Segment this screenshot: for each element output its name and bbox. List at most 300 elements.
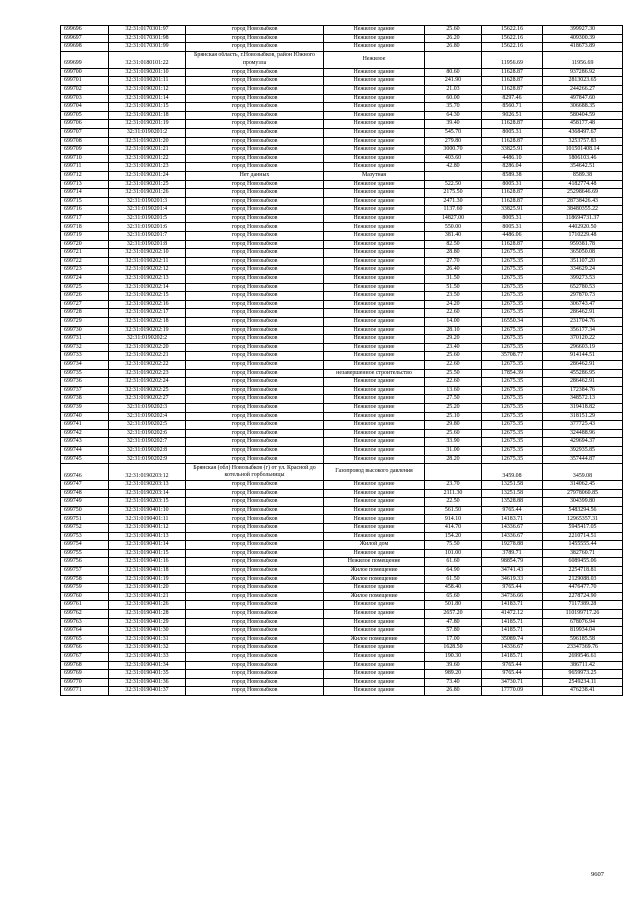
cadastral-value-cell: 314062.45 [543, 481, 623, 490]
cadastral-number-cell: 32:31:0190401:15 [109, 549, 186, 558]
cadastral-number-cell: 32:31:0190202:22 [109, 360, 186, 369]
address-cell: город Новозыбков [186, 26, 324, 35]
area-cell: 22.60 [425, 360, 482, 369]
cadastral-number-cell: 32:31:0190201:15 [109, 103, 186, 112]
row-number-cell: 699743 [61, 438, 109, 447]
cadastral-number-cell: 32:31:0190201:7 [109, 232, 186, 241]
row-number-cell: 699702 [61, 85, 109, 94]
row-number-cell: 699716 [61, 206, 109, 215]
row-number-cell: 699714 [61, 189, 109, 198]
object-type-cell: Нежилое здание [324, 515, 425, 524]
table-row [61, 309, 623, 318]
object-type-cell: Нежилое здание [324, 103, 425, 112]
specific-value-cell: 11628.87 [482, 197, 543, 206]
object-type-cell: Газопровод высокого давления [324, 464, 425, 481]
area-cell: 39.40 [425, 120, 482, 129]
area-cell: 26.80 [425, 43, 482, 52]
cadastral-number-cell: 32:31:0190201:5 [109, 214, 186, 223]
object-type-cell: Нежилое здание [324, 292, 425, 301]
table-row [61, 378, 623, 387]
table-row [61, 128, 623, 137]
address-cell: город Новозыбков [186, 85, 324, 94]
cadastral-value-cell: 5945417.05 [543, 524, 623, 533]
object-type-cell: Нежилое здание [324, 610, 425, 619]
cadastral-number-cell: 32:31:0190401:20 [109, 584, 186, 593]
row-number-cell: 699726 [61, 292, 109, 301]
object-type-cell: Нежилое здание [324, 678, 425, 687]
cadastral-number-cell: 32:31:0190201:2 [109, 128, 186, 137]
address-cell: город Новозыбков [186, 326, 324, 335]
object-type-cell: Нежилое здание [324, 163, 425, 172]
cadastral-number-cell: 32:31:0190203:13 [109, 481, 186, 490]
address-cell: город Новозыбков [186, 360, 324, 369]
cadastral-number-cell: 32:31:0190202:13 [109, 275, 186, 284]
object-type-cell: Нежилое помещение [324, 558, 425, 567]
row-number-cell: 699715 [61, 197, 109, 206]
specific-value-cell: 12675.35 [482, 335, 543, 344]
cadastral-value-cell: 296603.19 [543, 343, 623, 352]
specific-value-cell: 14336.67 [482, 532, 543, 541]
row-number-cell: 699737 [61, 386, 109, 395]
specific-value-cell: 33825.91 [482, 146, 543, 155]
area-cell: 27.50 [425, 395, 482, 404]
address-cell: город Новозыбков [186, 524, 324, 533]
area-cell: 80.60 [425, 68, 482, 77]
cadastral-value-cell: 382760.71 [543, 549, 623, 558]
cadastral-value-cell: 38480355.22 [543, 206, 623, 215]
area-cell: 26.40 [425, 266, 482, 275]
object-type-cell: Нежилое [324, 51, 425, 68]
object-type-cell: Мазутная [324, 171, 425, 180]
area-cell: 28.80 [425, 249, 482, 258]
object-type-cell: Нежилое здание [324, 489, 425, 498]
row-number-cell: 699739 [61, 403, 109, 412]
object-type-cell: Нежилое здание [324, 335, 425, 344]
address-cell: город Новозыбков [186, 77, 324, 86]
object-type-cell: Нежилое здание [324, 26, 425, 35]
object-type-cell: Нежилое здание [324, 438, 425, 447]
cadastral-value-cell: 914144.51 [543, 352, 623, 361]
cadastral-value-cell: 348572.13 [543, 395, 623, 404]
row-number-cell: 699700 [61, 68, 109, 77]
row-number-cell: 699707 [61, 128, 109, 137]
object-type-cell: Нежилое здание [324, 506, 425, 515]
table-row [61, 584, 623, 593]
table-row [61, 618, 623, 627]
area-cell: 25.20 [425, 403, 482, 412]
cadastral-number-cell: 32:31:0190202:24 [109, 378, 186, 387]
row-number-cell: 699724 [61, 275, 109, 284]
table-row [61, 77, 623, 86]
row-number-cell: 699705 [61, 111, 109, 120]
object-type-cell: Нежилое здание [324, 94, 425, 103]
area-cell: 64.90 [425, 567, 482, 576]
object-type-cell: незавершенное строительство [324, 369, 425, 378]
object-type-cell: Нежилое здание [324, 68, 425, 77]
specific-value-cell: 8005.31 [482, 214, 543, 223]
object-type-cell: Нежилое здание [324, 249, 425, 258]
row-number-cell: 699745 [61, 455, 109, 464]
specific-value-cell: 19278.88 [482, 541, 543, 550]
area-cell: 1628.50 [425, 644, 482, 653]
address-cell: город Новозыбков [186, 369, 324, 378]
specific-value-cell: 8560.71 [482, 103, 543, 112]
table-row [61, 532, 623, 541]
address-cell: город Новозыбков [186, 146, 324, 155]
cadastral-value-cell: 678076.94 [543, 618, 623, 627]
specific-value-cell: 13251.58 [482, 489, 543, 498]
specific-value-cell: 3459.08 [482, 464, 543, 481]
row-number-cell: 699731 [61, 335, 109, 344]
specific-value-cell: 12675.35 [482, 403, 543, 412]
cadastral-number-cell: 32:31:0190401:33 [109, 652, 186, 661]
cadastral-number-cell: 32:31:0190201:22 [109, 154, 186, 163]
cadastral-number-cell: 32:31:0190201:12 [109, 85, 186, 94]
area-cell: 23.50 [425, 292, 482, 301]
address-cell: город Новозыбков [186, 68, 324, 77]
table-row [61, 489, 623, 498]
object-type-cell: Нежилое здание [324, 120, 425, 129]
specific-value-cell: 13251.58 [482, 481, 543, 490]
specific-value-cell: 15622.16 [482, 43, 543, 52]
address-cell: город Новозыбков [186, 592, 324, 601]
specific-value-cell: 12675.35 [482, 412, 543, 421]
address-cell: город Новозыбков [186, 403, 324, 412]
cadastral-number-cell: 32:31:0190201:19 [109, 120, 186, 129]
table-row [61, 111, 623, 120]
cadastral-number-cell: 32:31:0190202:25 [109, 386, 186, 395]
object-type-cell: Нежилое здание [324, 395, 425, 404]
cadastral-number-cell: 32:31:0190401:28 [109, 610, 186, 619]
cadastral-number-cell: 32:31:0190202:16 [109, 300, 186, 309]
area-cell: 25.10 [425, 412, 482, 421]
specific-value-cell: 9765.44 [482, 670, 543, 679]
row-number-cell: 699767 [61, 652, 109, 661]
row-number-cell: 699746 [61, 464, 109, 481]
row-number-cell: 699722 [61, 257, 109, 266]
area-cell: 28.10 [425, 326, 482, 335]
area-cell: 29.80 [425, 421, 482, 430]
specific-value-cell: 35708.77 [482, 352, 543, 361]
cadastral-value-cell: 377725.43 [543, 421, 623, 430]
address-cell: город Новозыбков [186, 661, 324, 670]
row-number-cell: 699704 [61, 103, 109, 112]
address-cell: город Новозыбков [186, 214, 324, 223]
specific-value-cell: 9765.44 [482, 506, 543, 515]
table-row [61, 652, 623, 661]
object-type-cell: Нежилое здание [324, 309, 425, 318]
specific-value-cell: 11628.87 [482, 120, 543, 129]
specific-value-cell: 11628.87 [482, 77, 543, 86]
table-row [61, 421, 623, 430]
table-row [61, 197, 623, 206]
specific-value-cell: 12675.35 [482, 275, 543, 284]
table-row [61, 403, 623, 412]
row-number-cell: 699718 [61, 223, 109, 232]
cadastral-number-cell: 32:31:0190401:36 [109, 678, 186, 687]
address-cell: город Новозыбков [186, 34, 324, 43]
cadastral-number-cell: 32:31:0190201:6 [109, 223, 186, 232]
cadastral-number-cell: 32:31:0190201:4 [109, 206, 186, 215]
cadastral-value-cell: 959381.78 [543, 240, 623, 249]
cadastral-value-cell: 297870.73 [543, 292, 623, 301]
object-type-cell: Нежилое здание [324, 549, 425, 558]
cadastral-value-cell: 357444.87 [543, 455, 623, 464]
address-cell: город Новозыбков [186, 584, 324, 593]
address-cell: город Новозыбков [186, 232, 324, 241]
row-number-cell: 699761 [61, 601, 109, 610]
cadastral-value-cell: 306743.47 [543, 300, 623, 309]
area-cell: 23.70 [425, 481, 482, 490]
area-cell: 989.20 [425, 670, 482, 679]
address-cell: город Новозыбков [186, 180, 324, 189]
cadastral-value-cell: 2549234.11 [543, 678, 623, 687]
table-row [61, 171, 623, 180]
table-row [61, 154, 623, 163]
address-cell: Брянская область, г.Новозыбков, район Южного промузла [186, 51, 324, 68]
address-cell: город Новозыбков [186, 335, 324, 344]
object-type-cell: Нежилое здание [324, 343, 425, 352]
cadastral-value-cell: 1455555.44 [543, 541, 623, 550]
address-cell: город Новозыбков [186, 395, 324, 404]
specific-value-cell: 9765.44 [482, 661, 543, 670]
table-row [61, 223, 623, 232]
object-type-cell: Нежилое здание [324, 652, 425, 661]
area-cell: 545.70 [425, 128, 482, 137]
table-row [61, 395, 623, 404]
specific-value-cell: 14185.71 [482, 618, 543, 627]
cadastral-value-cell: 2210714.51 [543, 532, 623, 541]
object-type-cell: Нежилое здание [324, 352, 425, 361]
cadastral-number-cell: 32:31:0190401:18 [109, 567, 186, 576]
row-number-cell: 699759 [61, 584, 109, 593]
row-number-cell: 699757 [61, 567, 109, 576]
object-type-cell: Нежилое здание [324, 275, 425, 284]
area-cell: 522.50 [425, 180, 482, 189]
row-number-cell: 699749 [61, 498, 109, 507]
table-row [61, 670, 623, 679]
specific-value-cell: 12675.35 [482, 292, 543, 301]
cadastral-value-cell: 418673.89 [543, 43, 623, 52]
table-row [61, 575, 623, 584]
object-type-cell: Нежилое здание [324, 618, 425, 627]
specific-value-cell: 12675.35 [482, 429, 543, 438]
area-cell: 414.70 [425, 524, 482, 533]
row-number-cell: 699730 [61, 326, 109, 335]
row-number-cell: 699748 [61, 489, 109, 498]
table-row [61, 257, 623, 266]
table-row [61, 635, 623, 644]
address-cell: город Новозыбков [186, 318, 324, 327]
cadastral-number-cell: 32:31:0190401:30 [109, 627, 186, 636]
row-number-cell: 699699 [61, 51, 109, 68]
cadastral-number-cell: 32:31:0190202:9 [109, 455, 186, 464]
row-number-cell: 699750 [61, 506, 109, 515]
object-type-cell: Нежилое здание [324, 532, 425, 541]
cadastral-number-cell: 32:31:0190202:18 [109, 318, 186, 327]
area-cell: 73.40 [425, 678, 482, 687]
area-cell: 24.20 [425, 300, 482, 309]
area-cell: 17.00 [425, 635, 482, 644]
table-row [61, 567, 623, 576]
area-cell: 61.60 [425, 558, 482, 567]
table-row [61, 661, 623, 670]
area-cell: 154.20 [425, 532, 482, 541]
document-page [60, 25, 616, 696]
address-cell: город Новозыбков [186, 627, 324, 636]
area-cell: 190.30 [425, 652, 482, 661]
row-number-cell: 699735 [61, 369, 109, 378]
property-table-body [61, 26, 623, 696]
area-cell [425, 464, 482, 481]
cadastral-value-cell: 304399.80 [543, 498, 623, 507]
object-type-cell: Нежилое здание [324, 197, 425, 206]
table-row [61, 292, 623, 301]
cadastral-number-cell: 32:31:0190401:32 [109, 644, 186, 653]
specific-value-cell: 12675.35 [482, 455, 543, 464]
specific-value-cell: 3789.71 [482, 549, 543, 558]
object-type-cell: Нежилое здание [324, 232, 425, 241]
table-row [61, 120, 623, 129]
table-row [61, 610, 623, 619]
row-number-cell: 699758 [61, 575, 109, 584]
area-cell: 75.50 [425, 541, 482, 550]
cadastral-value-cell: 306688.35 [543, 103, 623, 112]
cadastral-value-cell: 286462.91 [543, 360, 623, 369]
address-cell: город Новозыбков [186, 412, 324, 421]
area-cell: 21.03 [425, 85, 482, 94]
area-cell: 2471.30 [425, 197, 482, 206]
row-number-cell: 699751 [61, 515, 109, 524]
area-cell: 550.00 [425, 223, 482, 232]
cadastral-value-cell: 12965357.31 [543, 515, 623, 524]
cadastral-value-cell: 429694.37 [543, 438, 623, 447]
specific-value-cell: 15622.16 [482, 26, 543, 35]
cadastral-value-cell: 11956.69 [543, 51, 623, 68]
object-type-cell: Нежилое здание [324, 661, 425, 670]
row-number-cell: 699747 [61, 481, 109, 490]
table-row [61, 464, 623, 481]
object-type-cell: Нежилое здание [324, 627, 425, 636]
cadastral-value-cell: 319418.82 [543, 403, 623, 412]
specific-value-cell: 98854.79 [482, 558, 543, 567]
table-row [61, 266, 623, 275]
cadastral-value-cell: 286462.91 [543, 309, 623, 318]
area-cell: 26.80 [425, 687, 482, 696]
table-row [61, 300, 623, 309]
cadastral-value-cell: 1806103.46 [543, 154, 623, 163]
object-type-cell: Нежилое здание [324, 403, 425, 412]
table-row [61, 369, 623, 378]
area-cell: 60.00 [425, 94, 482, 103]
table-row [61, 498, 623, 507]
object-type-cell: Жилое помещение [324, 567, 425, 576]
address-cell: город Новозыбков [186, 567, 324, 576]
row-number-cell: 699752 [61, 524, 109, 533]
address-cell: город Новозыбков [186, 300, 324, 309]
address-cell: город Новозыбков [186, 249, 324, 258]
table-row [61, 26, 623, 35]
address-cell: город Новозыбков [186, 618, 324, 627]
table-row [61, 51, 623, 68]
specific-value-cell: 12675.35 [482, 257, 543, 266]
area-cell: 31.00 [425, 446, 482, 455]
address-cell: город Новозыбков [186, 549, 324, 558]
address-cell: город Новозыбков [186, 283, 324, 292]
cadastral-value-cell: 6089455.06 [543, 558, 623, 567]
specific-value-cell: 34736.66 [482, 592, 543, 601]
cadastral-value-cell: 399927.30 [543, 26, 623, 35]
object-type-cell: Нежилое здание [324, 378, 425, 387]
specific-value-cell: 9765.44 [482, 584, 543, 593]
cadastral-number-cell: 32:31:0190202:5 [109, 421, 186, 430]
cadastral-value-cell: 7117389.28 [543, 601, 623, 610]
row-number-cell: 699698 [61, 43, 109, 52]
table-row [61, 163, 623, 172]
row-number-cell: 699697 [61, 34, 109, 43]
specific-value-cell: 8005.31 [482, 223, 543, 232]
row-number-cell: 699754 [61, 541, 109, 550]
specific-value-cell: 12675.35 [482, 395, 543, 404]
area-cell: 22.60 [425, 378, 482, 387]
area-cell: 29.20 [425, 335, 482, 344]
cadastral-value-cell: 23347369.76 [543, 644, 623, 653]
table-row [61, 601, 623, 610]
table-row [61, 360, 623, 369]
area-cell: 57.80 [425, 627, 482, 636]
address-cell: город Новозыбков [186, 498, 324, 507]
object-type-cell: Нежилое здание [324, 386, 425, 395]
address-cell: город Новозыбков [186, 438, 324, 447]
address-cell: город Новозыбков [186, 103, 324, 112]
specific-value-cell: 14336.67 [482, 524, 543, 533]
specific-value-cell: 35089.74 [482, 635, 543, 644]
area-cell: 3000.70 [425, 146, 482, 155]
specific-value-cell: 17854.39 [482, 369, 543, 378]
table-row [61, 352, 623, 361]
row-number-cell: 699723 [61, 266, 109, 275]
specific-value-cell: 34619.33 [482, 575, 543, 584]
area-cell: 14.00 [425, 318, 482, 327]
area-cell [425, 171, 482, 180]
cadastral-value-cell: 2813023.65 [543, 77, 623, 86]
address-cell: город Новозыбков [186, 386, 324, 395]
cadastral-number-cell: 32:31:0190201:11 [109, 77, 186, 86]
cadastral-value-cell: 8589.38 [543, 171, 623, 180]
cadastral-value-cell: 5483294.56 [543, 506, 623, 515]
area-cell: 2111.30 [425, 489, 482, 498]
cadastral-number-cell: 32:31:0190401:26 [109, 601, 186, 610]
cadastral-number-cell: 32:31:0190401:16 [109, 558, 186, 567]
cadastral-number-cell: 32:31:0190202:6 [109, 429, 186, 438]
area-cell: 22.60 [425, 309, 482, 318]
area-cell: 241.90 [425, 77, 482, 86]
object-type-cell: Жилое помещение [324, 635, 425, 644]
object-type-cell: Нежилое здание [324, 223, 425, 232]
address-cell: город Новозыбков [186, 429, 324, 438]
cadastral-value-cell: 110199717.26 [543, 610, 623, 619]
specific-value-cell: 11628.87 [482, 137, 543, 146]
row-number-cell: 699755 [61, 549, 109, 558]
table-row [61, 206, 623, 215]
row-number-cell: 699709 [61, 146, 109, 155]
cadastral-value-cell: 231704.76 [543, 318, 623, 327]
cadastral-number-cell: 32:31:0170301:97 [109, 26, 186, 35]
address-cell: город Новозыбков [186, 309, 324, 318]
row-number-cell: 699703 [61, 94, 109, 103]
object-type-cell: Нежилое здание [324, 206, 425, 215]
cadastral-number-cell: 32:31:0190201:20 [109, 137, 186, 146]
